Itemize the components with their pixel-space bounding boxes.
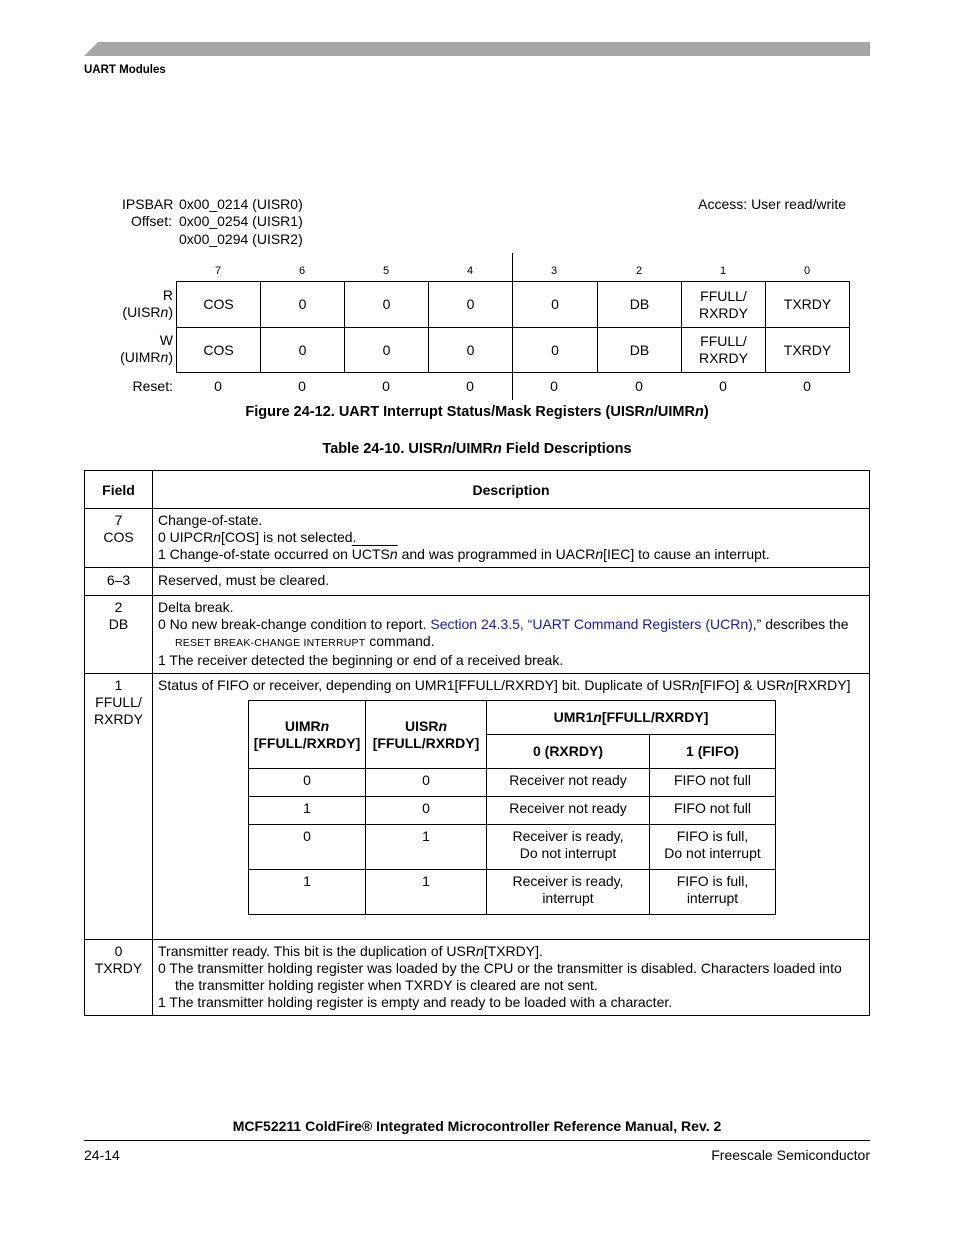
table-row xyxy=(85,509,870,568)
column-header-field: Field xyxy=(85,471,153,509)
read-field-cos: COS xyxy=(203,296,234,312)
register-diagram xyxy=(176,281,850,373)
field-cell-db: 2 DB xyxy=(85,596,153,674)
table-row xyxy=(85,940,870,1016)
inner-subheader-rxrdy: 0 (RXRDY) xyxy=(487,735,650,769)
field-cell-ffull: 1 FFULL/ RXRDY xyxy=(85,674,153,940)
read-field-5: 0 xyxy=(382,296,391,312)
reset-value-7: 0 xyxy=(214,378,222,394)
footer-title: MCF52211 ColdFire® Integrated Microcontroller Reference Manual, Rev. 2 xyxy=(232,1118,722,1134)
table-row xyxy=(249,769,776,797)
page-number: 24-14 xyxy=(84,1147,120,1163)
field-cell-reserved: 6–3 xyxy=(85,568,153,596)
description-cos: Change-of-state. 0 UIPCRn[COS] is not selected. 1 Change-of-state occurred on UCTSn and was programmed in UACRn[IEC] to cause an interrupt. xyxy=(153,509,870,568)
reset-value-4: 0 xyxy=(466,378,474,394)
company-name: Freescale Semiconductor xyxy=(711,1147,870,1163)
table-caption: Table 24-10. UISRn/UIMRn Field Descriptions xyxy=(322,441,632,457)
reset-value-1: 0 xyxy=(719,378,727,394)
description-ffull: Status of FIFO or receiver, depending on UMR1[FFULL/RXRDY] bit. Duplicate of USRn[FIFO] & USRn[RXRDY] UIMRn [FFULL/RXRDY] UISRn [FFULL/RXRDY] UMR1n[FFULL/RXRDY] 0 (RXRDY) 1 (FIFO) 0 0 Receiver not ready FIFO not full 1 0 Receiver not ready FIFO not full 0 1 Receiver is ready, Do not interrupt FIFO is full, Do not interrupt 1 1 Receiver is ready, interrupt FIFO is full, interrupt xyxy=(153,674,870,940)
read-field-4: 0 xyxy=(466,296,475,312)
write-field-txrdy: TXRDY xyxy=(783,341,832,358)
write-field-4: 0 xyxy=(466,341,475,358)
inner-cell: 0 xyxy=(366,797,487,825)
figure-caption: Figure 24-12. UART Interrupt Status/Mask Registers (UISRn/UIMRn) xyxy=(245,404,709,420)
table-row xyxy=(85,674,870,940)
header-bar xyxy=(84,42,870,56)
description-txrdy: Transmitter ready. This bit is the duplication of USRn[TXRDY]. 0 The transmitter holding register was loaded by the CPU or the transmitter is disabled. Characters loaded into the transmitter holding register when TXRDY is cleared are not sent. 1 The transmitter holding register is empty and ready to be loaded with a character. xyxy=(153,940,870,1016)
column-header-description: Description xyxy=(153,471,870,509)
inner-cell: 1 xyxy=(249,870,366,915)
description-reserved: Reserved, must be cleared. xyxy=(153,568,870,596)
reset-value-6: 0 xyxy=(298,378,306,394)
inner-cell: 0 xyxy=(366,769,487,797)
write-field-ffull: FFULL/ RXRDY xyxy=(698,333,748,366)
bit-number-0: 0 xyxy=(803,265,811,277)
inner-cell: 1 xyxy=(366,825,487,870)
reset-value-3: 0 xyxy=(550,378,558,394)
section-link[interactable]: Section 24.3.5, “UART Command Registers (UCRn) xyxy=(430,616,753,632)
inner-cell: Receiver not ready xyxy=(487,797,650,825)
bit-number-2: 2 xyxy=(635,265,643,277)
inner-header-uimr: UIMRn [FFULL/RXRDY] xyxy=(249,701,366,769)
inner-cell: Receiver is ready, Do not interrupt xyxy=(487,825,650,870)
ipsbar-label: IPSBAR xyxy=(122,196,174,212)
offset-uisr0: 0x00_0214 (UISR0) xyxy=(179,196,303,212)
table-row xyxy=(85,568,870,596)
inner-header-umr1: UMR1n[FFULL/RXRDY] xyxy=(487,701,776,735)
read-field-6: 0 xyxy=(298,296,307,312)
offset-uisr2: 0x00_0294 (UISR2) xyxy=(179,231,303,247)
write-field-5: 0 xyxy=(382,341,391,358)
table-row xyxy=(249,797,776,825)
field-cell-cos: 7 COS xyxy=(85,509,153,568)
description-db: Delta break. 0 No new break-change condition to report. Section 24.3.5, “UART Command Registers (UCRn),” describes the RESET BREAK-CHANGE INTERRUPT command. 1 The receiver detected the beginning or end of a received break. xyxy=(153,596,870,674)
inner-cell: FIFO not full xyxy=(650,797,776,825)
reset-value-5: 0 xyxy=(382,378,390,394)
bit-number-7: 7 xyxy=(214,265,222,277)
offset-uisr1: 0x00_0254 (UISR1) xyxy=(179,213,303,229)
inner-cell: 0 xyxy=(249,825,366,870)
offset-label: Offset: xyxy=(131,213,172,229)
read-field-3: 0 xyxy=(551,296,559,312)
inner-cell: 1 xyxy=(366,870,487,915)
section-label: UART Modules xyxy=(84,64,166,76)
inner-cell: 0 xyxy=(249,769,366,797)
inner-cell: Receiver not ready xyxy=(487,769,650,797)
bit-number-3: 3 xyxy=(550,265,558,277)
read-field-txrdy: TXRDY xyxy=(783,296,832,312)
inner-cell: Receiver is ready, interrupt xyxy=(487,870,650,915)
write-field-6: 0 xyxy=(298,341,307,358)
reset-value-2: 0 xyxy=(635,378,643,394)
write-field-db: DB xyxy=(629,341,650,358)
field-cell-txrdy: 0 TXRDY xyxy=(85,940,153,1016)
bit-number-1: 1 xyxy=(719,265,727,277)
bit-number-4: 4 xyxy=(466,265,474,277)
write-field-cos: COS xyxy=(203,341,234,358)
access-label: Access: User read/write xyxy=(698,196,846,212)
inner-cell: FIFO is full, interrupt xyxy=(650,870,776,915)
footer-rule xyxy=(84,1140,870,1141)
inner-subheader-fifo: 1 (FIFO) xyxy=(650,735,776,769)
inner-header-uisr: UISRn [FFULL/RXRDY] xyxy=(366,701,487,769)
write-row-label: W (UIMRn) xyxy=(120,332,173,365)
field-description-table xyxy=(84,470,870,1016)
ffull-truth-table xyxy=(248,700,776,915)
inner-cell: FIFO is full, Do not interrupt xyxy=(650,825,776,870)
table-row xyxy=(85,596,870,674)
bit-number-5: 5 xyxy=(382,265,390,277)
read-row-label: R (UISRn) xyxy=(122,287,173,320)
table-row xyxy=(249,870,776,915)
inner-cell: FIFO not full xyxy=(650,769,776,797)
write-field-3: 0 xyxy=(551,341,559,358)
reset-value-0: 0 xyxy=(803,378,811,394)
reset-label: Reset: xyxy=(132,378,173,394)
table-row xyxy=(249,825,776,870)
read-field-db: DB xyxy=(629,296,650,312)
bit-number-6: 6 xyxy=(298,265,306,277)
inner-cell: 1 xyxy=(249,797,366,825)
read-field-ffull: FFULL/ RXRDY xyxy=(698,287,748,321)
